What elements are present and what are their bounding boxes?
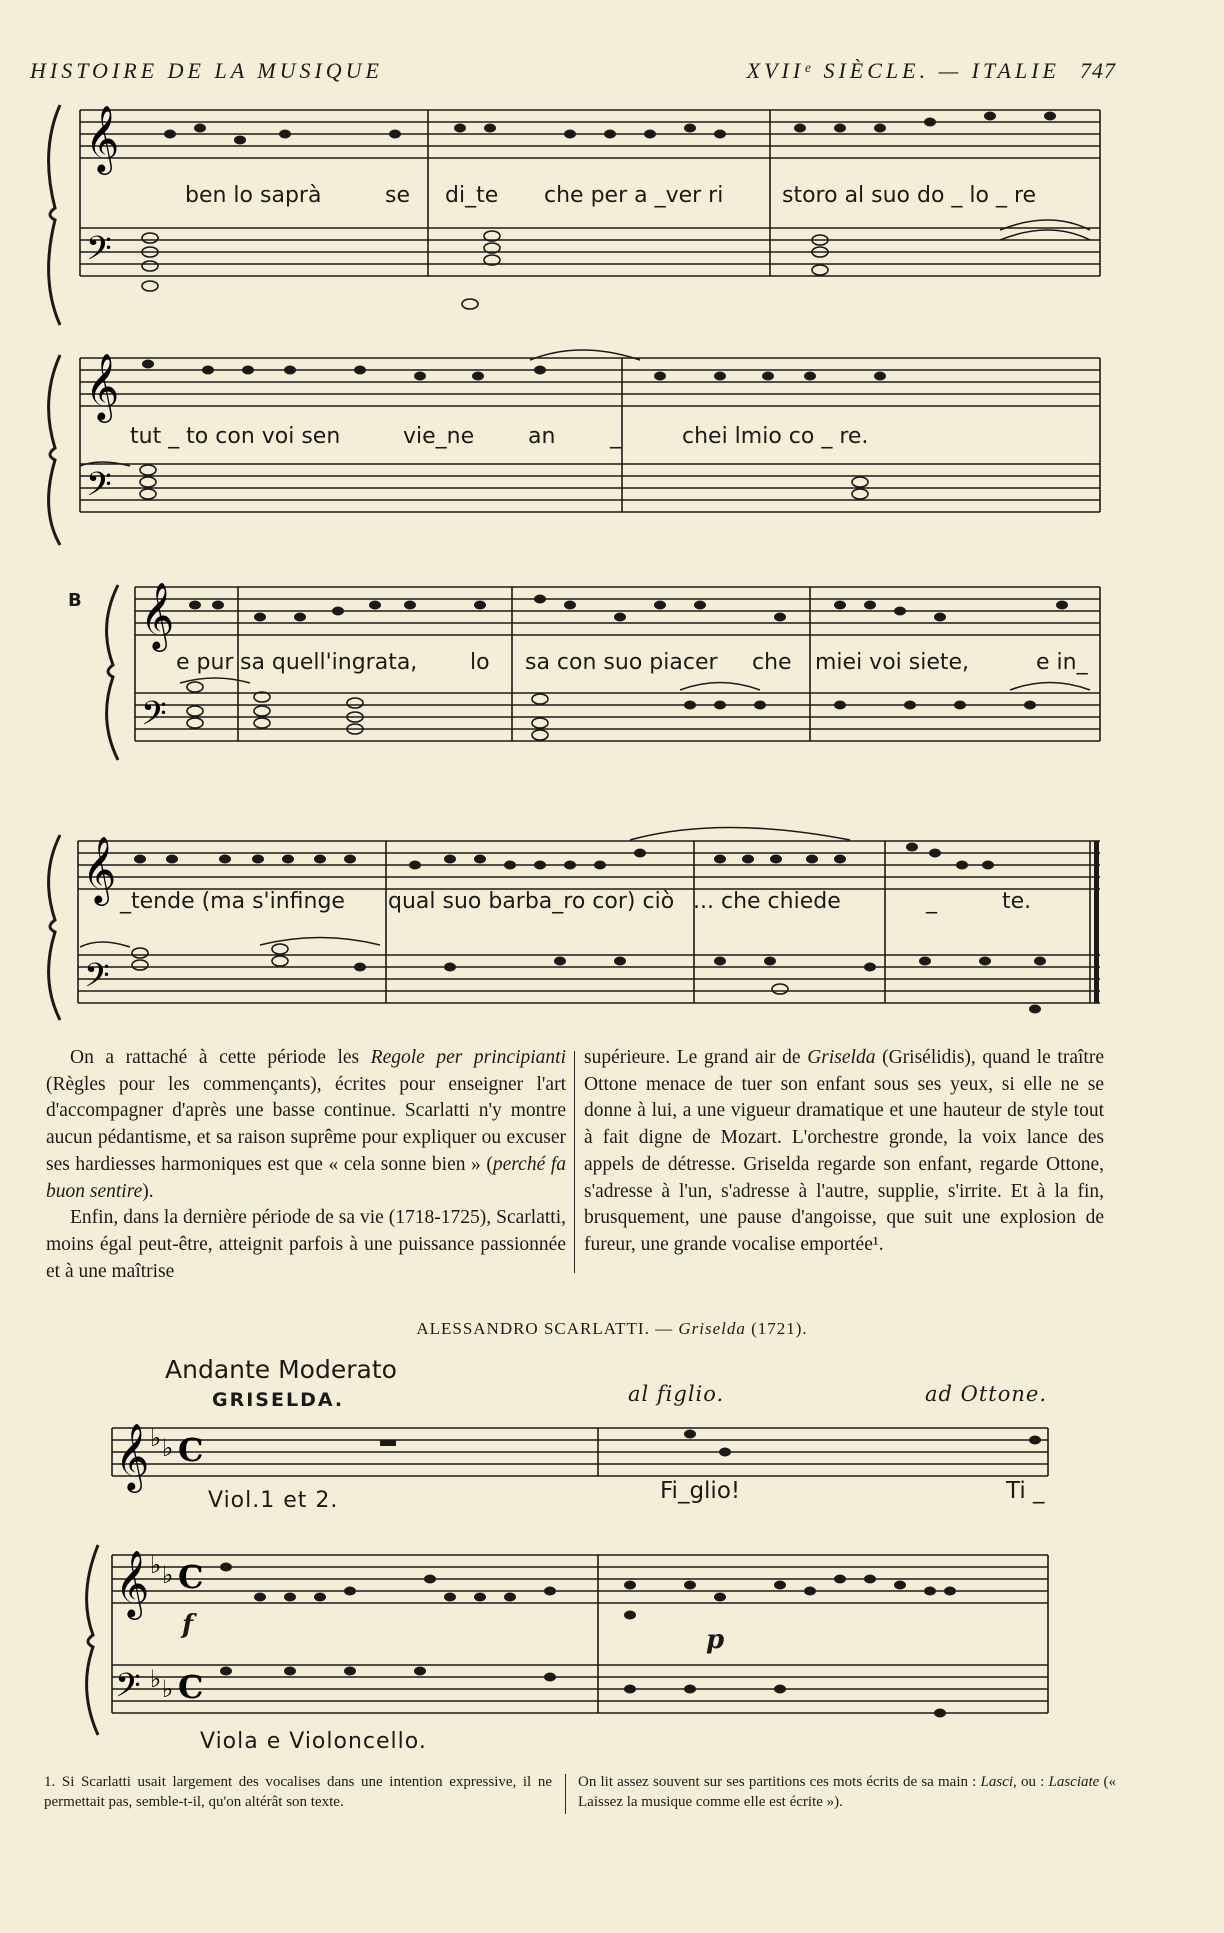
lyric-2-3: an: [528, 424, 556, 449]
svg-text:♭: ♭: [162, 1675, 174, 1703]
svg-text:♭: ♭: [150, 1665, 162, 1693]
paragraph-3: [584, 1045, 1104, 1259]
footnote-1-continued: [578, 1772, 1116, 1812]
paragraph-1: [46, 1045, 566, 1205]
section-mark: B: [68, 590, 82, 611]
svg-text:♭: ♭: [150, 1551, 162, 1579]
p1-italic-b: perché fa buon sentire: [46, 1153, 566, 1202]
score-system-3: [0, 565, 1224, 765]
example-caption: [0, 1319, 1224, 1339]
lyric-4-2: qual suo barba_ro cor) ciò: [388, 889, 675, 914]
svg-text:♭: ♭: [162, 1561, 174, 1589]
svg-text:♭: ♭: [150, 1424, 162, 1452]
fn-italic-a: Lasci: [980, 1774, 1014, 1790]
lyric-3-7: e in_: [1036, 650, 1088, 675]
lyric-2-2: vie_ne: [403, 424, 475, 449]
svg-text:𝄢: 𝄢: [84, 957, 110, 1003]
lyric-3-5: che: [752, 650, 792, 675]
staff-system-1-graphic: [0, 90, 1224, 340]
p3-text-b: (Grisélidis), quand le traître Ottone menace de tuer son enfant sous ses yeux, si elle ne se donne à lui, a une vigueur dramatique et une hauteur de style tout à fait digne de Mozart. L'orchestre gronde, la voix lance des appels de détresse. Griselda regarde son enfant, regarde Ottone, s'adresse à l'un, s'adresse à l'autre, supplie, s'irrite. Et à la fin, brusquement, une pause d'angoisse, que suit une explosion de fureur, une grande vocalise emportée¹.: [584, 1047, 1104, 1255]
header-right: [747, 58, 1116, 84]
svg-text:C: C: [178, 1431, 204, 1469]
lyric-1-2: se: [385, 183, 410, 208]
text-column-left: [46, 1045, 566, 1285]
svg-text:♭: ♭: [162, 1434, 174, 1462]
lyric-3-6: miei voi siete,: [815, 650, 970, 675]
lyric-3-1: e pur: [176, 650, 234, 675]
svg-text:𝄞: 𝄞: [85, 352, 120, 420]
footnote-divider: [565, 1774, 566, 1814]
lyric-4-1: _tende (ma s'infinge: [120, 889, 345, 914]
lyric-1-3: di_te: [445, 183, 499, 208]
lyric-4-3: ... che chiede: [693, 889, 841, 914]
p3-text-a: supérieure. Le grand air de: [584, 1047, 808, 1068]
p3-italic: Griselda: [807, 1047, 876, 1068]
staff-system-4-graphic: [0, 805, 1224, 1035]
fn-text-b: , ou :: [1013, 1774, 1049, 1790]
svg-text:𝄞: 𝄞: [115, 1422, 150, 1490]
p1-text-a: On a rattaché à cette période les: [70, 1047, 371, 1068]
score-system-2: [0, 340, 1224, 550]
score-system-1: [0, 90, 1224, 340]
p2-text: Enfin, dans la dernière période de sa vie (1718-1725), Scarlatti, moins égal peut-être, atteignit parfois à une puissance passionnée et à une maîtrise: [46, 1207, 566, 1282]
header-right-title: XVIIᵉ SIÈCLE. — ITALIE: [746, 58, 1060, 83]
caption-dash: —: [649, 1319, 679, 1338]
footnote-1: 1. Si Scarlatti usait largement des vocalises dans une intention expressive, il ne permettait pas, semble-t-il, qu'on altérât son texte.: [44, 1774, 552, 1810]
page-number: 747: [1080, 58, 1116, 83]
lyric-2-5: chei lmio co _ re.: [682, 424, 869, 449]
lyric-2-1: tut _ to con voi sen: [130, 424, 341, 449]
example-lyric-2: Ti _: [1006, 1478, 1045, 1504]
caption-composer: ALESSANDRO SCARLATTI.: [416, 1319, 650, 1338]
lyric-3-4: sa con suo piacer: [525, 650, 718, 675]
dynamic-piano: p: [706, 1625, 725, 1655]
column-divider: [574, 1051, 575, 1273]
lyric-4-5: te.: [1002, 889, 1032, 914]
caption-work: Griselda: [678, 1319, 746, 1338]
svg-text:𝄢: 𝄢: [86, 230, 112, 276]
fn-italic-b: Lasciate: [1048, 1774, 1100, 1790]
lyric-3-3: lo: [470, 650, 490, 675]
svg-text:C: C: [178, 1668, 204, 1706]
lyric-1-1: ben lo saprà: [185, 183, 322, 208]
fn-text-a: On lit assez souvent sur ses partitions ces mots écrits de sa main :: [578, 1774, 981, 1790]
svg-text:𝄢: 𝄢: [86, 466, 112, 512]
score-system-4: [0, 805, 1224, 1035]
tempo-marking: Andante Moderato: [165, 1355, 397, 1384]
footnotes: [44, 1772, 1116, 1832]
svg-text:𝄞: 𝄞: [140, 581, 175, 649]
stage-direction-1: al figlio.: [628, 1382, 725, 1406]
body-text: [46, 1045, 1116, 1280]
lyric-1-4: che per a _ver ri: [544, 183, 724, 208]
svg-text:𝄞: 𝄞: [85, 104, 120, 172]
instrument-viola-cello: Viola e Violoncello.: [200, 1729, 427, 1754]
running-header: [30, 52, 1116, 86]
p1-text-b: (Règles pour les commençants), écrites pour enseigner l'art d'accompagner d'après une basse continue. Scarlatti n'y montre aucun pédantisme, et sa raison suprême pour expliquer ou excuser ses hardiesses harmoniques est que « cela sonne bien » (: [46, 1073, 566, 1175]
svg-text:𝄢: 𝄢: [141, 695, 167, 741]
svg-text:𝄞: 𝄞: [115, 1549, 150, 1617]
svg-text:𝄢: 𝄢: [115, 1667, 141, 1713]
instrument-violins: Viol.1 et 2.: [208, 1488, 339, 1513]
lyric-4-4: _: [926, 889, 937, 914]
caption-year: (1721).: [745, 1319, 808, 1338]
stage-direction-2: ad Ottone.: [925, 1382, 1048, 1406]
lyric-1-5: storo al suo do _ lo _ re: [782, 183, 1037, 208]
p1-text-c: ).: [142, 1180, 154, 1202]
dynamic-forte: f: [182, 1610, 194, 1640]
svg-text:C: C: [178, 1558, 204, 1596]
paragraph-2: [46, 1205, 566, 1285]
lyric-3-2: sa quell'ingrata,: [240, 650, 418, 675]
svg-text:𝄞: 𝄞: [82, 835, 117, 903]
p1-italic-a: Regole per principianti: [370, 1047, 566, 1068]
lyric-2-4: _: [610, 424, 621, 449]
text-column-right: [584, 1045, 1104, 1259]
header-left-title: HISTOIRE DE LA MUSIQUE: [30, 58, 383, 83]
role-name: GRISELDA.: [212, 1389, 345, 1411]
example-lyric-1: Fi_glio!: [660, 1478, 741, 1504]
fn-text-c: (« Laissez la musique comme elle est écrite »).: [578, 1774, 1117, 1810]
